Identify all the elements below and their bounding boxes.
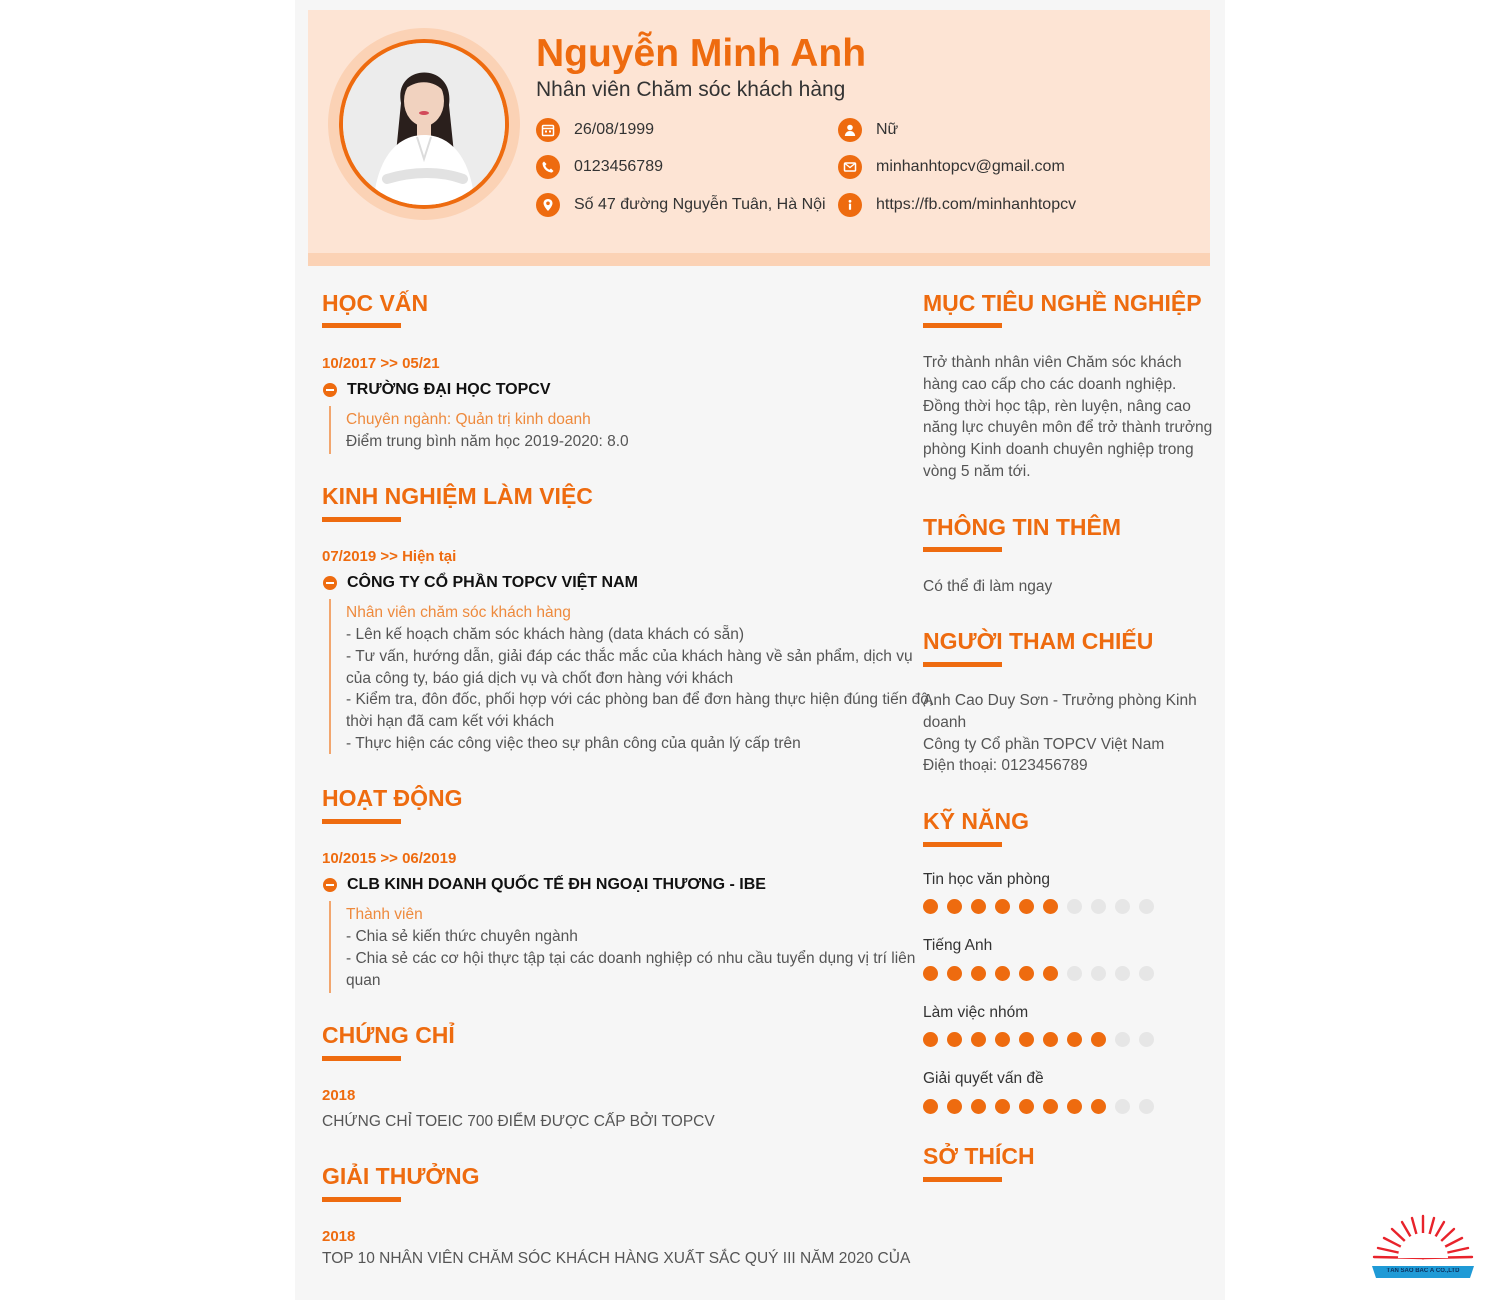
objective-underline [923, 323, 1002, 328]
certificates-heading: CHỨNG CHỈ [322, 1022, 455, 1048]
certificates-underline [322, 1056, 401, 1061]
awards-underline [322, 1197, 401, 1202]
email-text: minhanhtopcv@gmail.com [876, 158, 1065, 175]
skill-dot-filled [971, 966, 986, 981]
skill-dot-filled [971, 899, 986, 914]
school-name: TRƯỜNG ĐẠI HỌC TOPCV [347, 381, 551, 398]
education-heading: HỌC VẤN [322, 290, 429, 316]
objective-text [923, 352, 1213, 483]
email-icon [838, 155, 862, 179]
skill-rating [923, 1032, 1154, 1047]
website-row [838, 193, 1076, 217]
avatar [339, 39, 509, 209]
education-school [323, 381, 551, 399]
skill-dot-filled [995, 1099, 1010, 1114]
experience-underline [322, 517, 401, 522]
skill-rating [923, 1099, 1154, 1114]
objective-line: Trở thành nhân viên Chăm sóc khách [923, 354, 1182, 371]
skill-dot-filled [1091, 1032, 1106, 1047]
skill-dot-filled [1067, 1032, 1082, 1047]
skill-dot-filled [1091, 1099, 1106, 1114]
logo-text: TÂN SAO BẮC Á CO.,LTD [1386, 1268, 1460, 1274]
award-text: TOP 10 NHÂN VIÊN CHĂM SÓC KHÁCH HÀNG XUẤT SẮC QUÝ III NĂM 2020 CỦA [322, 1250, 911, 1267]
experience-line: thời hạn đã cam kết với khách [346, 713, 555, 731]
hobbies-underline [923, 1177, 1002, 1182]
skill-dot-filled [971, 1032, 986, 1047]
reference-text [923, 690, 1208, 777]
skill-dot-filled [995, 966, 1010, 981]
cv-page [295, 0, 1225, 1300]
hobbies-heading: SỞ THÍCH [923, 1143, 1035, 1169]
extra-info-text: Có thể đi làm ngay [923, 578, 1053, 595]
experience-heading: KINH NGHIỆM LÀM VIỆC [322, 483, 593, 509]
skill-dot-filled [995, 1032, 1010, 1047]
skill-label: Làm việc nhóm [923, 1004, 1029, 1021]
awards-heading: GIẢI THƯỞNG [322, 1163, 480, 1189]
skill-dot-filled [923, 899, 938, 914]
activities-heading: HOẠT ĐỘNG [322, 785, 463, 811]
skill-dot-filled [1019, 1099, 1034, 1114]
reference-line: doanh [923, 713, 967, 731]
skill-dot-filled [1019, 899, 1034, 914]
skill-dot-empty [1091, 966, 1106, 981]
user-icon [838, 118, 862, 142]
address-text: Số 47 đường Nguyễn Tuân, Hà Nội [574, 196, 826, 213]
candidate-title: Nhân viên Chăm sóc khách hàng [536, 78, 846, 101]
experience-description [346, 624, 934, 755]
skill-dot-filled [1043, 1099, 1058, 1114]
experience-line: của công ty, báo giá dịch vụ và chốt đơn hàng với khách [346, 669, 734, 687]
reference-underline [923, 662, 1002, 667]
gender-row [838, 118, 898, 142]
skill-dot-filled [947, 1032, 962, 1047]
skill-dot-empty [1115, 966, 1130, 981]
skill-dot-filled [923, 966, 938, 981]
activities-line: - Chia sẻ kiến thức chuyên ngành [346, 928, 578, 945]
birthday-text: 26/08/1999 [574, 121, 655, 138]
skills-heading: KỸ NĂNG [923, 808, 1030, 834]
reference-heading: NGƯỜI THAM CHIẾU [923, 628, 1154, 654]
experience-company [323, 574, 638, 592]
skill-dot-filled [923, 1099, 938, 1114]
phone-text: 0123456789 [574, 158, 663, 175]
skill-dot-empty [1139, 966, 1154, 981]
skill-dot-filled [995, 899, 1010, 914]
education-major: Chuyên ngành: Quản trị kinh doanh [346, 411, 591, 428]
education-underline [322, 323, 401, 328]
avatar-photo [343, 43, 505, 205]
experience-timeline-line [329, 599, 331, 754]
activities-timeline-line [329, 901, 331, 993]
experience-date: 07/2019 >> Hiện tại [322, 548, 457, 565]
education-date: 10/2017 >> 05/21 [322, 355, 440, 372]
experience-line: - Kiểm tra, đôn đốc, phối hợp với các phòng ban để đơn hàng thực hiện đúng tiến độ, [346, 691, 934, 709]
education-gpa: Điểm trung bình năm học 2019-2020: 8.0 [346, 433, 629, 450]
skill-dot-filled [1019, 966, 1034, 981]
skill-dot-empty [1091, 899, 1106, 914]
certificate-text: CHỨNG CHỈ TOEIC 700 ĐIỂM ĐƯỢC CẤP BỞI TOPCV [322, 1113, 715, 1130]
avatar-ring [328, 28, 520, 220]
info-icon [838, 193, 862, 217]
skill-dot-filled [1043, 1032, 1058, 1047]
phone-icon [536, 155, 560, 179]
certificate-year: 2018 [322, 1087, 356, 1104]
skill-dot-filled [923, 1032, 938, 1047]
website-text: https://fb.com/minhanhtopcv [876, 196, 1077, 213]
reference-line: Công ty Cổ phần TOPCV Việt Nam [923, 735, 1165, 753]
experience-line: - Lên kế hoạch chăm sóc khách hàng (data khách có sẵn) [346, 626, 745, 643]
bullet-icon [323, 878, 337, 892]
company-name: CÔNG TY CỔ PHẦN TOPCV VIỆT NAM [347, 574, 638, 591]
skill-dot-empty [1139, 1099, 1154, 1114]
candidate-name: Nguyễn Minh Anh [536, 32, 867, 75]
skill-dot-filled [1067, 1099, 1082, 1114]
experience-line: - Tư vấn, hướng dẫn, giải đáp các thắc mắc của khách hàng về sản phẩm, dịch vụ [346, 647, 913, 665]
skill-rating [923, 899, 1154, 914]
skill-dot-filled [947, 1099, 962, 1114]
skill-dot-filled [1019, 1032, 1034, 1047]
skill-dot-empty [1067, 899, 1082, 914]
gender-text: Nữ [876, 121, 899, 138]
objective-line: vòng 5 năm tới. [923, 462, 1031, 480]
objective-line: Đồng thời học tập, rèn luyện, nâng cao [923, 397, 1191, 415]
bullet-icon [323, 576, 337, 590]
activities-date: 10/2015 >> 06/2019 [322, 850, 457, 867]
skill-dot-filled [971, 1099, 986, 1114]
skill-dot-filled [947, 899, 962, 914]
birthday-row [536, 118, 654, 142]
activities-underline [322, 819, 401, 824]
bullet-icon [323, 383, 337, 397]
skill-dot-filled [947, 966, 962, 981]
skill-rating [923, 966, 1154, 981]
reference-line: Điện thoại: 0123456789 [923, 757, 1088, 775]
skill-label: Giải quyết vấn đề [923, 1070, 1044, 1087]
skill-dot-filled [1043, 899, 1058, 914]
activities-description [346, 926, 916, 991]
skill-dot-filled [1043, 966, 1058, 981]
objective-line: phòng Kinh doanh chuyên nghiệp trong [923, 441, 1194, 459]
extra-info-underline [923, 547, 1002, 552]
calendar-icon [536, 118, 560, 142]
header-divider [308, 253, 1210, 266]
skill-label: Tiếng Anh [923, 937, 993, 954]
location-pin-icon [536, 193, 560, 217]
activities-line: - Chia sẻ các cơ hội thực tập tại các doanh nghiệp có nhu cầu tuyển dụng vị trí liên [346, 949, 916, 967]
skill-dot-empty [1139, 1032, 1154, 1047]
extra-info-heading: THÔNG TIN THÊM [923, 514, 1122, 540]
objective-line: năng lực chuyên môn để trở thành trưởng [923, 419, 1213, 437]
skill-label: Tin học văn phòng [923, 871, 1050, 888]
experience-role: Nhân viên chăm sóc khách hàng [346, 604, 571, 621]
award-year: 2018 [322, 1228, 356, 1245]
skill-dot-empty [1115, 899, 1130, 914]
skill-dot-empty [1115, 1099, 1130, 1114]
club-name: CLB KINH DOANH QUỐC TẾ ĐH NGOẠI THƯƠNG - IBE [347, 876, 766, 893]
skills-underline [923, 842, 1002, 847]
sunburst-logo-icon [1368, 1212, 1478, 1286]
skill-dot-empty [1139, 899, 1154, 914]
education-timeline-line [329, 406, 331, 454]
experience-line: - Thực hiện các công việc theo sự phân công của quản lý cấp trên [346, 734, 801, 752]
cv-header [308, 10, 1210, 266]
reference-line: Anh Cao Duy Sơn - Trưởng phòng Kinh [923, 692, 1197, 709]
email-row [838, 155, 1065, 179]
objective-line: hàng cao cấp cho các doanh nghiệp. [923, 375, 1177, 393]
phone-row [536, 155, 663, 179]
skill-dot-empty [1067, 966, 1082, 981]
activities-club [323, 876, 766, 894]
company-logo [1368, 1212, 1478, 1286]
address-row [536, 193, 826, 217]
activities-role: Thành viên [346, 906, 423, 923]
activities-line: quan [346, 971, 381, 989]
skill-dot-empty [1115, 1032, 1130, 1047]
objective-heading: MỤC TIÊU NGHỀ NGHIỆP [923, 290, 1202, 316]
